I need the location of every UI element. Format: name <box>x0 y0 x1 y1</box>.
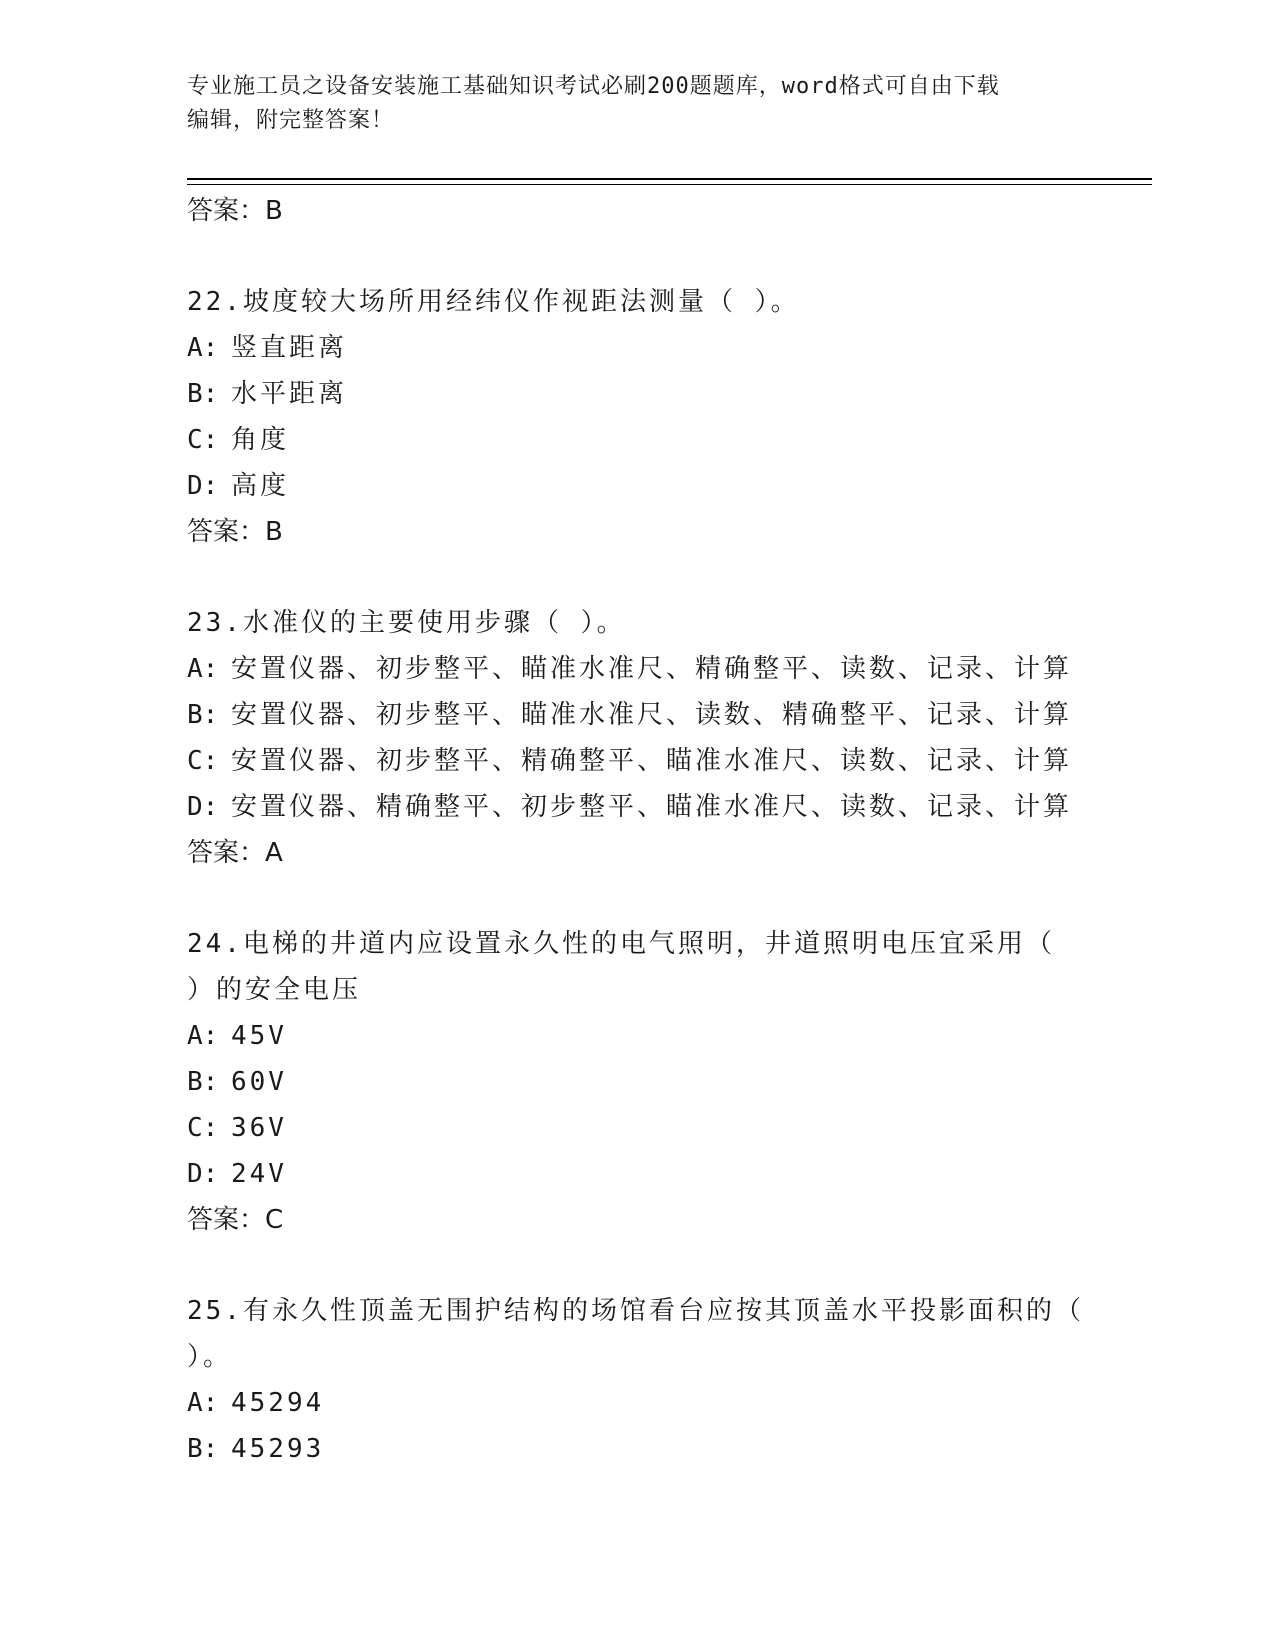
option-text: 竖直距离 <box>231 333 348 363</box>
option-a <box>187 646 1152 692</box>
question-text-continued: ）。 <box>187 1342 233 1372</box>
option-key: B: <box>187 1434 219 1464</box>
answer-line <box>187 509 1152 555</box>
option-key: B: <box>187 700 219 730</box>
answer-value: C <box>265 1205 284 1235</box>
option-key: D: <box>187 1159 219 1189</box>
option-key: C: <box>187 425 219 455</box>
spacer <box>187 555 1152 600</box>
option-text: 45293 <box>231 1434 325 1464</box>
option-d <box>187 784 1152 830</box>
option-b <box>187 1059 1152 1105</box>
option-text: 安置仪器、初步整平、瞄准水准尺、读数、精确整平、记录、计算 <box>231 700 1073 730</box>
question-block <box>187 1288 1152 1472</box>
question-block <box>187 921 1152 1243</box>
answer-prefix: 答案： <box>187 838 266 868</box>
header-divider-thick <box>187 178 1152 180</box>
spacer <box>187 234 1152 279</box>
option-c <box>187 738 1152 784</box>
option-key: A: <box>187 333 219 363</box>
option-text: 角度 <box>231 425 290 455</box>
option-key: C: <box>187 1113 219 1143</box>
answer-prefix: 答案： <box>187 517 266 547</box>
option-c <box>187 1105 1152 1151</box>
option-text: 高度 <box>231 471 290 501</box>
spacer <box>187 1243 1152 1288</box>
question-text: 24.电梯的井道内应设置永久性的电气照明，井道照明电压宜采用（ <box>187 929 1055 959</box>
document-header <box>187 70 1067 138</box>
option-key: B: <box>187 379 219 409</box>
answer-line <box>187 1197 1152 1243</box>
answer-value: B <box>265 196 283 226</box>
answer-line <box>187 188 1152 234</box>
option-key: A: <box>187 654 219 684</box>
answer-prefix: 答案： <box>187 196 266 226</box>
option-text: 60V <box>231 1067 287 1097</box>
option-text: 24V <box>231 1159 287 1189</box>
question-list <box>187 188 1152 1472</box>
option-key: C: <box>187 746 219 776</box>
option-c <box>187 417 1152 463</box>
option-b <box>187 1426 1152 1472</box>
answer-value: B <box>265 517 283 547</box>
option-text: 安置仪器、精确整平、初步整平、瞄准水准尺、读数、记录、计算 <box>231 792 1073 822</box>
option-b <box>187 692 1152 738</box>
option-a <box>187 325 1152 371</box>
question-text: 25.有永久性顶盖无围护结构的场馆看台应按其顶盖水平投影面积的（ <box>187 1296 1084 1326</box>
question-block <box>187 279 1152 555</box>
option-key: D: <box>187 792 219 822</box>
spacer <box>187 876 1152 921</box>
option-key: D: <box>187 471 219 501</box>
header-line-1: 专业施工员之设备安装施工基础知识考试必刷200题题库，word格式可自由下载 <box>187 74 1000 99</box>
option-a <box>187 1380 1152 1426</box>
answer-value: A <box>265 838 283 868</box>
header-divider-thin <box>187 184 1152 185</box>
option-a <box>187 1013 1152 1059</box>
option-text: 45V <box>231 1021 287 1051</box>
option-key: B: <box>187 1067 219 1097</box>
answer-line <box>187 830 1152 876</box>
option-key: A: <box>187 1388 219 1418</box>
question-text-continued: ）的安全电压 <box>187 975 362 1005</box>
option-text: 水平距离 <box>231 379 348 409</box>
answer-prefix: 答案： <box>187 1205 266 1235</box>
option-d <box>187 463 1152 509</box>
option-text: 36V <box>231 1113 287 1143</box>
question-text: 22.坡度较大场所用经纬仪作视距法测量（ ）。 <box>187 287 800 317</box>
option-text: 45294 <box>231 1388 325 1418</box>
option-d <box>187 1151 1152 1197</box>
question-text: 23.水准仪的主要使用步骤（ ）。 <box>187 608 626 638</box>
option-text: 安置仪器、初步整平、瞄准水准尺、精确整平、读数、记录、计算 <box>231 654 1073 684</box>
header-line-2: 编辑，附完整答案！ <box>187 108 395 133</box>
option-text: 安置仪器、初步整平、精确整平、瞄准水准尺、读数、记录、计算 <box>231 746 1073 776</box>
question-block <box>187 600 1152 876</box>
option-b <box>187 371 1152 417</box>
option-key: A: <box>187 1021 219 1051</box>
